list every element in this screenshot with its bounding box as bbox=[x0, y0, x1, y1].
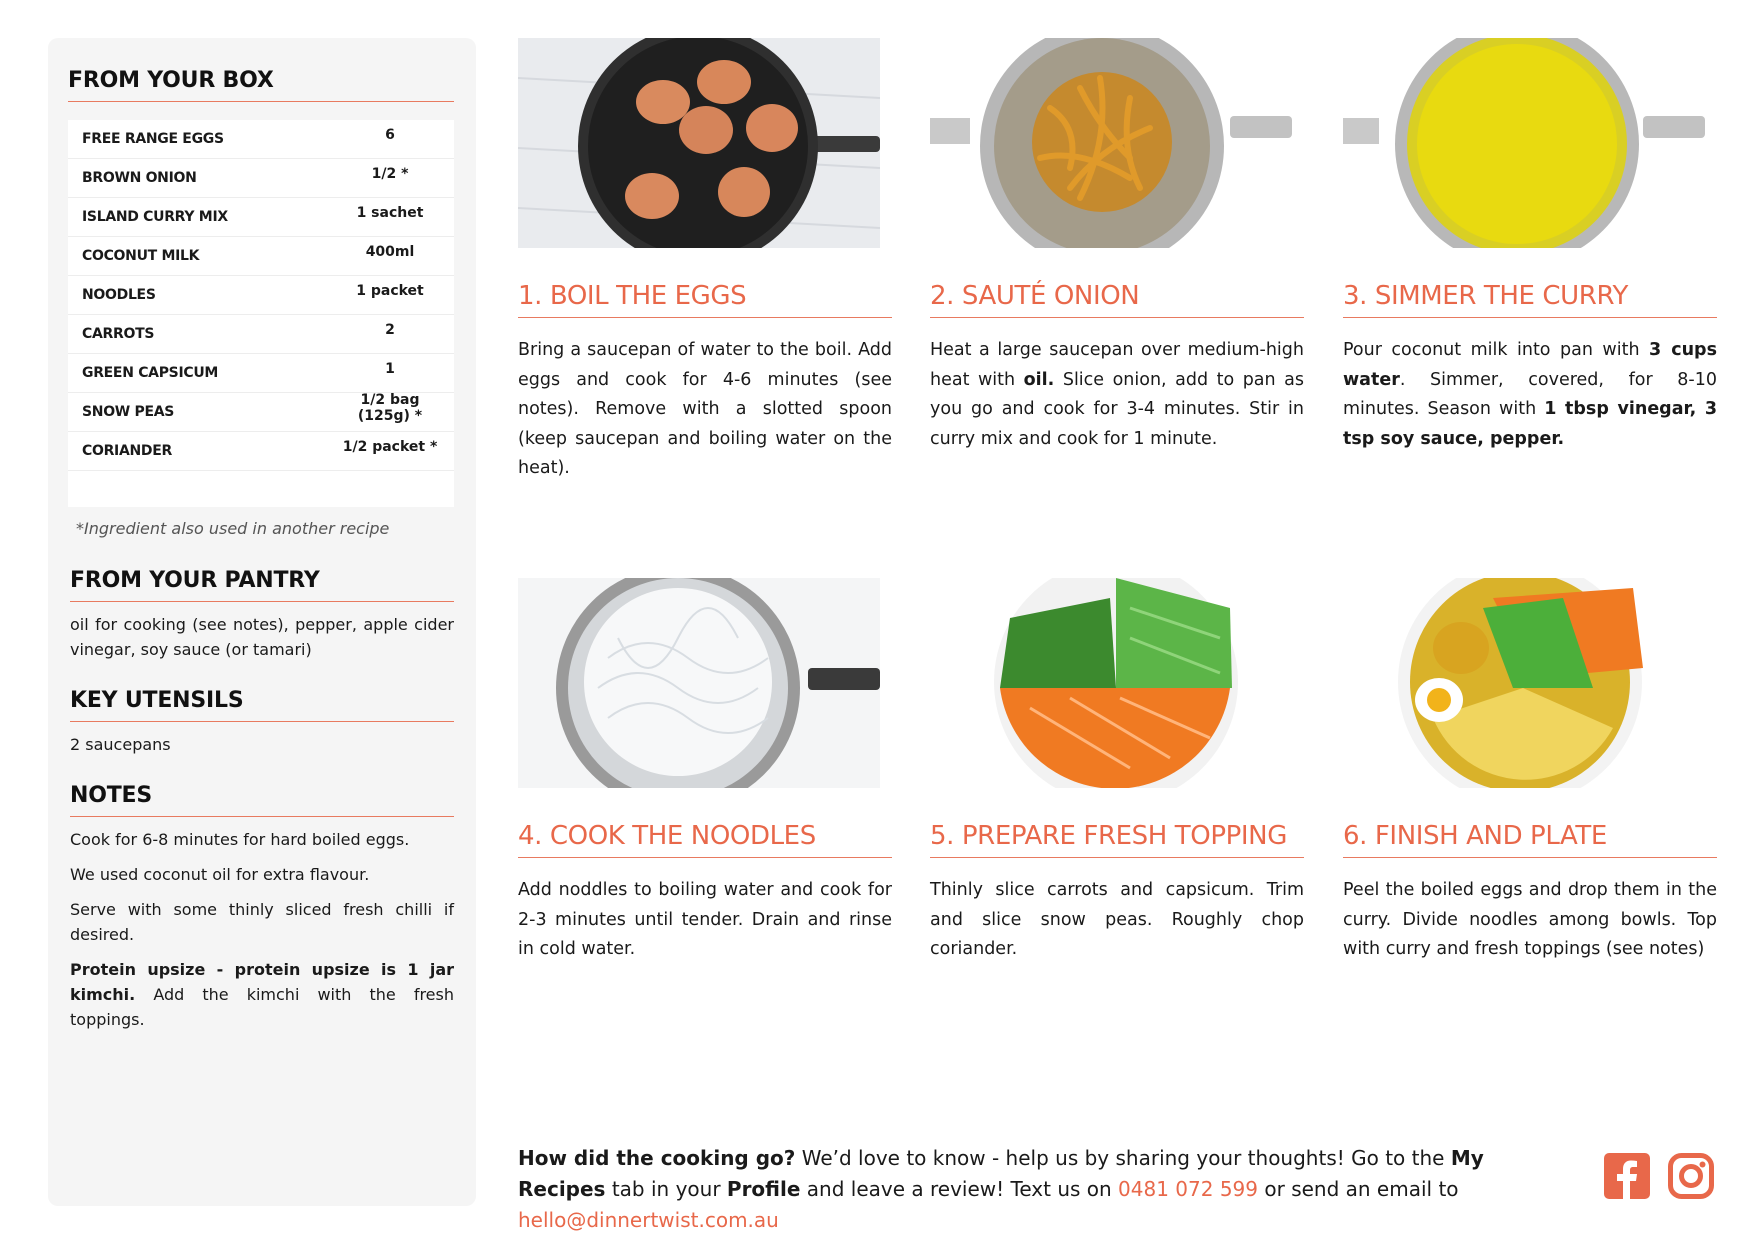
phone-link[interactable]: 0481 072 599 bbox=[1118, 1177, 1259, 1201]
note-item: Cook for 6-8 minutes for hard boiled eggs. bbox=[70, 830, 410, 849]
step-5-title: 5. PREPARE FRESH TOPPING bbox=[930, 821, 1304, 858]
note-item: Serve with some thinly sliced fresh chilli if desired. bbox=[70, 900, 454, 944]
table-row bbox=[68, 120, 454, 159]
ingredient-name: FREE RANGE EGGS bbox=[68, 120, 326, 159]
ingredient-qty: 1/2 packet * bbox=[326, 428, 454, 467]
notes-heading: NOTES bbox=[70, 783, 454, 817]
saute-onion-pan-photo bbox=[930, 38, 1292, 248]
step-3 bbox=[1343, 38, 1717, 449]
table-row bbox=[68, 237, 454, 276]
notes-section bbox=[68, 783, 454, 1032]
table-row bbox=[68, 315, 454, 354]
ingredient-name: CARROTS bbox=[68, 315, 326, 354]
ingredient-qty: 400ml bbox=[326, 233, 454, 272]
ingredients-table bbox=[68, 120, 454, 507]
step-6-title: 6. FINISH AND PLATE bbox=[1343, 821, 1717, 858]
from-your-pantry-heading: FROM YOUR PANTRY bbox=[70, 568, 454, 602]
note-upsize-bold: Protein upsize - protein upsize is 1 jar kimchi. bbox=[70, 960, 454, 1004]
step-3-title: 3. SIMMER THE CURRY bbox=[1343, 281, 1717, 318]
boiled-eggs-pot-photo bbox=[518, 38, 880, 248]
step-1-text: Bring a saucepan of water to the boil. Add eggs and cook for 4-6 minutes (see notes). Remove with a slotted spoon (keep saucepan and boiling water on the heat). bbox=[518, 340, 892, 478]
noodles-strainer-photo bbox=[518, 578, 880, 788]
step-4-text: Add noddles to boiling water and cook for 2-3 minutes until tender. Drain and rinse in cold water. bbox=[518, 880, 892, 959]
table-row bbox=[68, 198, 454, 237]
table-row bbox=[68, 276, 454, 315]
feedback-footer: How did the cooking go? We’d love to know - help us by sharing your thoughts! Go to the My Recipes tab in your Profile and leave a review! Text us on 0481 072 599 or send an email to hello@dinnertwist.com.au bbox=[518, 1146, 1484, 1232]
table-row bbox=[68, 159, 454, 198]
fresh-topping-plate-photo bbox=[930, 578, 1292, 788]
step-4 bbox=[518, 578, 892, 959]
pantry-text: oil for cooking (see notes), pepper, apple cider vinegar, soy sauce (or tamari) bbox=[70, 615, 454, 659]
key-utensils-heading: KEY UTENSILS bbox=[70, 688, 454, 722]
facebook-icon[interactable] bbox=[1604, 1153, 1650, 1199]
feedback-question: How did the cooking go? bbox=[518, 1146, 796, 1170]
table-row bbox=[68, 393, 454, 432]
ingredient-qty: 6 bbox=[326, 116, 454, 155]
step-1 bbox=[518, 38, 892, 478]
utensils-section bbox=[68, 688, 454, 757]
ingredient-name: CORIANDER bbox=[68, 432, 326, 471]
step-6 bbox=[1343, 578, 1717, 959]
step-2 bbox=[930, 38, 1304, 449]
note-upsize bbox=[70, 957, 454, 1032]
step-4-title: 4. COOK THE NOODLES bbox=[518, 821, 892, 858]
pantry-section bbox=[68, 568, 454, 662]
ingredient-footnote: *Ingredient also used in another recipe bbox=[76, 519, 390, 538]
ingredient-qty: 1/2 bag (125g) * bbox=[326, 389, 454, 428]
table-row bbox=[68, 432, 454, 471]
finished-curry-bowl-photo bbox=[1343, 578, 1705, 788]
ingredient-qty: 1/2 * bbox=[326, 155, 454, 194]
ingredient-qty: 1 sachet bbox=[326, 194, 454, 233]
ingredient-name: ISLAND CURRY MIX bbox=[68, 198, 326, 237]
step-2-text: Heat a large saucepan over medium-high heat with oil. Slice onion, add to pan as you go and cook for 3-4 minutes. Stir in curry mix and cook for 1 minute. bbox=[930, 340, 1304, 449]
ingredient-name: COCONUT MILK bbox=[68, 237, 326, 276]
step-5-text: Thinly slice carrots and capsicum. Trim and slice snow peas. Roughly chop coriander. bbox=[930, 880, 1304, 959]
ingredient-name: SNOW PEAS bbox=[68, 393, 326, 432]
step-3-text: Pour coconut milk into pan with 3 cups water. Simmer, covered, for 8-10 minutes. Season with 1 tbsp vinegar, 3 tsp soy sauce, pepper. bbox=[1343, 340, 1717, 449]
instagram-icon[interactable] bbox=[1668, 1153, 1714, 1199]
step-5 bbox=[930, 578, 1304, 959]
my-recipes-link[interactable]: My Recipes bbox=[518, 1146, 1484, 1201]
simmer-curry-pan-photo bbox=[1343, 38, 1705, 248]
ingredient-qty: 1 packet bbox=[326, 272, 454, 311]
table-row bbox=[68, 354, 454, 393]
ingredient-name: NOODLES bbox=[68, 276, 326, 315]
ingredients-sidebar bbox=[48, 38, 476, 1206]
from-your-box-heading: FROM YOUR BOX bbox=[68, 68, 454, 102]
table-spacer-row bbox=[68, 471, 454, 508]
profile-link[interactable]: Profile bbox=[726, 1177, 801, 1201]
email-link[interactable]: hello@dinnertwist.com.au bbox=[518, 1208, 779, 1232]
ingredient-qty: 2 bbox=[326, 311, 454, 350]
utensils-text: 2 saucepans bbox=[70, 735, 171, 754]
ingredient-name: GREEN CAPSICUM bbox=[68, 354, 326, 393]
note-item: We used coconut oil for extra flavour. bbox=[70, 865, 370, 884]
step-6-text: Peel the boiled eggs and drop them in the curry. Divide noodles among bowls. Top with curry and fresh toppings (see notes) bbox=[1343, 880, 1717, 959]
ingredient-qty: 1 bbox=[326, 350, 454, 389]
step-1-title: 1. BOIL THE EGGS bbox=[518, 281, 892, 318]
step-2-title: 2. SAUTÉ ONION bbox=[930, 281, 1304, 318]
note-upsize-rest: Add the kimchi with the fresh toppings. bbox=[70, 985, 454, 1029]
ingredient-name: BROWN ONION bbox=[68, 159, 326, 198]
